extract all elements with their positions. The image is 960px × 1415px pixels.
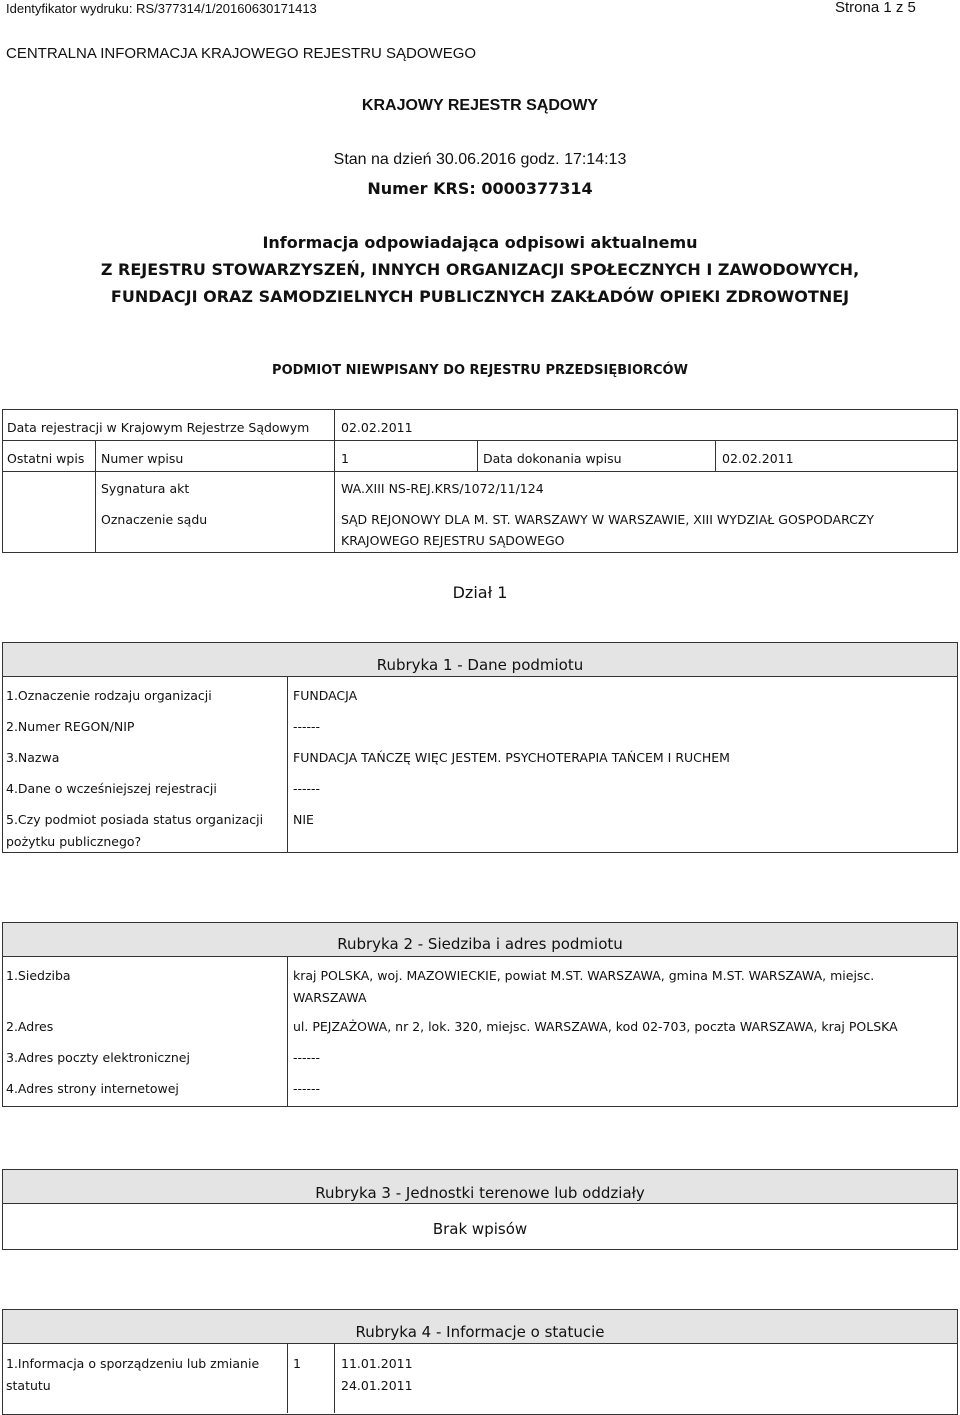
subject-note: PODMIOT NIEWPISANY DO REJESTRU PRZEDSIĘBIORCÓW — [272, 363, 688, 378]
r2-label-2: 2.Adres — [6, 1019, 54, 1034]
info-line-2: Z REJESTRU STOWARZYSZEŃ, INNYCH ORGANIZACJI SPOŁECZNYCH I ZAWODOWYCH, — [100, 260, 860, 279]
signature-value: WA.XIII NS-REJ.KRS/1072/11/124 — [341, 481, 544, 496]
rubryka-4-title: Rubryka 4 - Informacje o statucie — [355, 1323, 605, 1341]
r2-label-4: 4.Adres strony internetowej — [6, 1081, 179, 1096]
entry-number-label: Numer wpisu — [101, 451, 184, 466]
register-title: KRAJOWY REJESTR SĄDOWY — [361, 97, 599, 114]
section-title: Dział 1 — [452, 583, 508, 602]
r1-label-3: 3.Nazwa — [6, 750, 60, 765]
r4-label-line-1: 1.Informacja o sporządzeniu lub zmianie — [6, 1356, 260, 1371]
state-date: Stan na dzień 30.06.2016 godz. 17:14:13 — [333, 151, 627, 168]
court-label: Oznaczenie sądu — [101, 512, 208, 527]
last-entry-label: Ostatni wpis — [7, 451, 85, 466]
rubryka-3-title: Rubryka 3 - Jednostki terenowe lub oddziały — [315, 1184, 645, 1202]
court-value-line-1: SĄD REJONOWY DLA M. ST. WARSZAWY W WARSZAWIE, XIII WYDZIAŁ GOSPODARCZY — [341, 512, 875, 527]
r4-entry-number: 1 — [293, 1356, 301, 1371]
r2-value-3: ------ — [293, 1050, 321, 1065]
r1-value-4: ------ — [293, 781, 321, 796]
r4-label-line-2: statutu — [6, 1378, 51, 1393]
rubryka-2-title: Rubryka 2 - Siedziba i adres podmiotu — [337, 935, 623, 953]
r1-label-1: 1.Oznaczenie rodzaju organizacji — [6, 688, 212, 703]
page-number: Strona 1 z 5 — [835, 0, 916, 16]
rubryka-1-title: Rubryka 1 - Dane podmiotu — [376, 656, 584, 674]
info-line-3: FUNDACJI ORAZ SAMODZIELNYCH PUBLICZNYCH ZAKŁADÓW OPIEKI ZDROWOTNEJ — [110, 287, 850, 306]
r2-value-4: ------ — [293, 1081, 321, 1096]
signature-label: Sygnatura akt — [101, 481, 190, 496]
reg-date-label: Data rejestracji w Krajowym Rejestrze Sądowym — [7, 420, 310, 435]
r1-label-4: 4.Dane o wcześniejszej rejestracji — [6, 781, 217, 796]
entry-date-label: Data dokonania wpisu — [483, 451, 622, 466]
rubryka-3-empty: Brak wpisów — [432, 1220, 528, 1238]
institution-name: CENTRALNA INFORMACJA KRAJOWEGO REJESTRU SĄDOWEGO — [6, 45, 477, 62]
print-identifier: Identyfikator wydruku: RS/377314/1/20160630171413 — [6, 1, 317, 16]
r2-label-1: 1.Siedziba — [6, 968, 71, 983]
r1-label-2: 2.Numer REGON/NIP — [6, 719, 135, 734]
r4-date-1: 11.01.2011 — [341, 1356, 413, 1371]
r2-value-1-line-2: WARSZAWA — [293, 990, 367, 1005]
r1-value-5: NIE — [293, 812, 314, 827]
court-value-line-2: KRAJOWEGO REJESTRU SĄDOWEGO — [341, 533, 565, 548]
r2-value-2: ul. PEJZAŻOWA, nr 2, lok. 320, miejsc. WARSZAWA, kod 02-703, poczta WARSZAWA, kraj POLSKA — [293, 1019, 898, 1034]
entry-date-value: 02.02.2011 — [722, 451, 794, 466]
r1-label-5-line-2: pożytku publicznego? — [6, 834, 142, 849]
r2-value-1-line-1: kraj POLSKA, woj. MAZOWIECKIE, powiat M.ST. WARSZAWA, gmina M.ST. WARSZAWA, miejsc. — [293, 968, 875, 983]
reg-date-value: 02.02.2011 — [341, 420, 413, 435]
r1-value-1: FUNDACJA — [293, 688, 358, 703]
r1-value-2: ------ — [293, 719, 321, 734]
r1-value-3: FUNDACJA TAŃCZĘ WIĘC JESTEM. PSYCHOTERAPIA TAŃCEM I RUCHEM — [293, 750, 730, 765]
entry-number-value: 1 — [341, 451, 349, 466]
r4-date-2: 24.01.2011 — [341, 1378, 413, 1393]
r1-label-5-line-1: 5.Czy podmiot posiada status organizacji — [6, 812, 264, 827]
r2-label-3: 3.Adres poczty elektronicznej — [6, 1050, 190, 1065]
krs-number: Numer KRS: 0000377314 — [367, 179, 593, 198]
info-line-1: Informacja odpowiadająca odpisowi aktualnemu — [262, 233, 698, 252]
